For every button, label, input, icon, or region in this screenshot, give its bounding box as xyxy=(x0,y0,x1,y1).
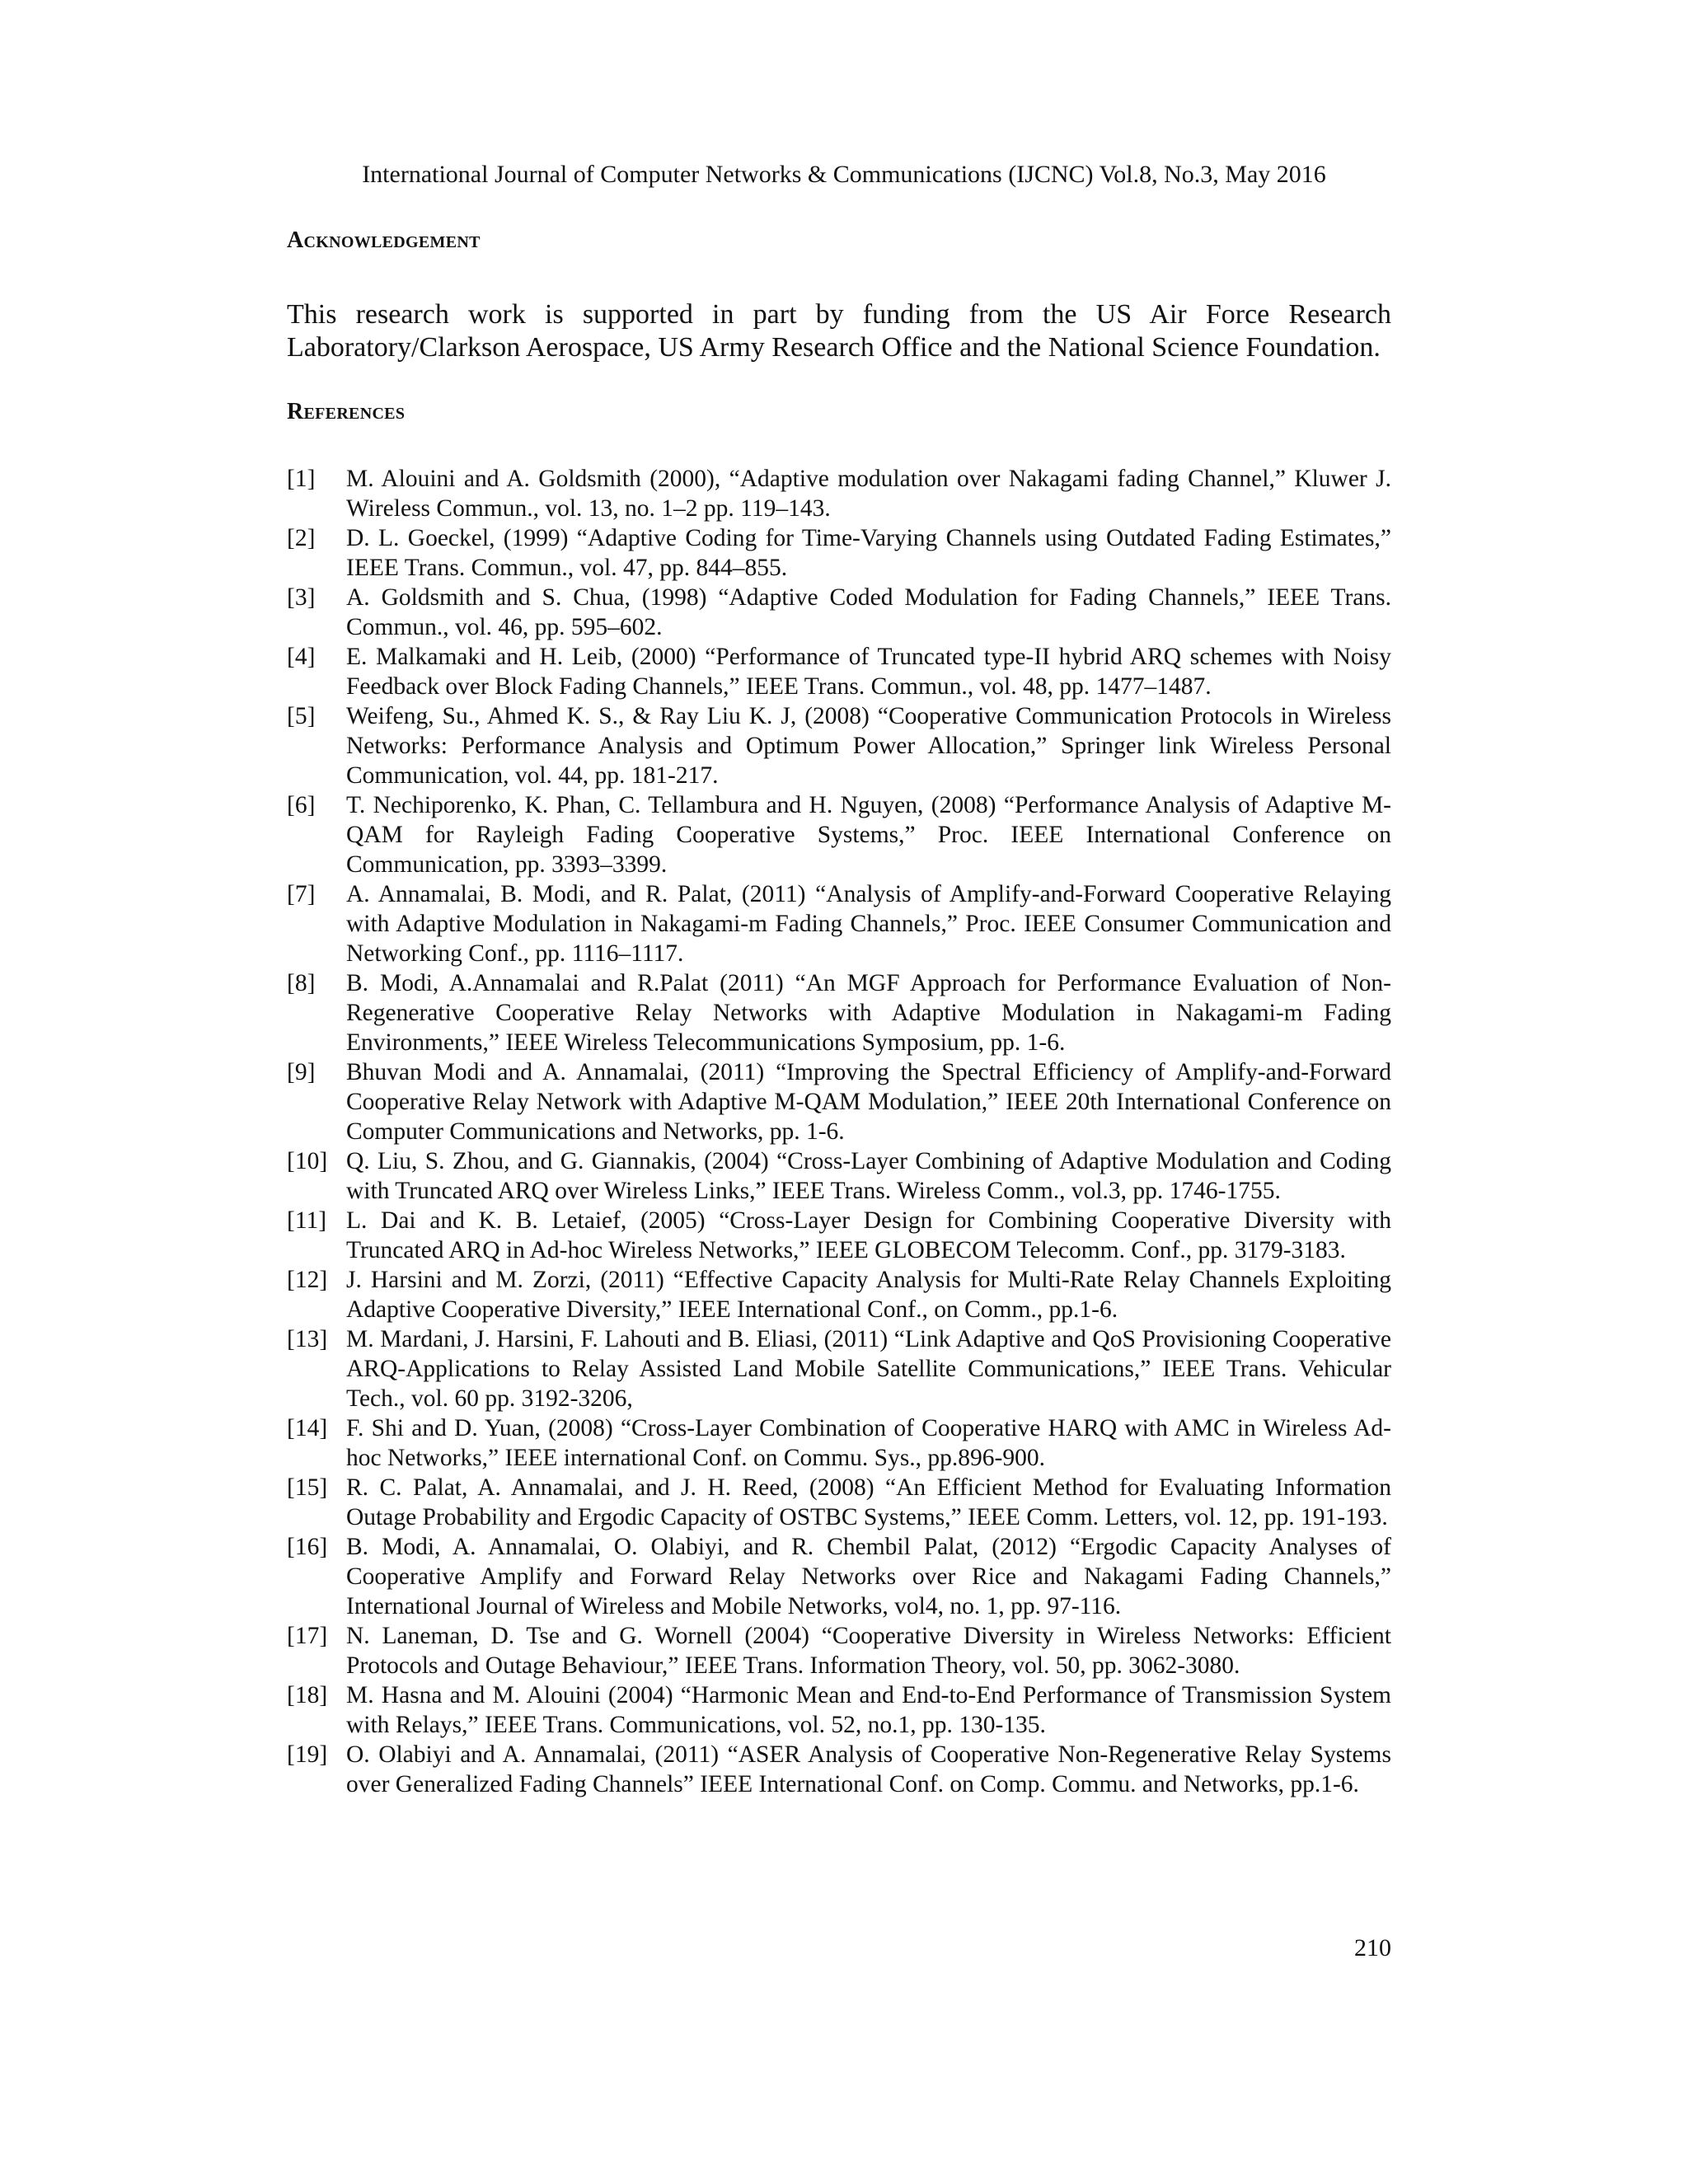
page-number: 210 xyxy=(1354,1934,1391,1961)
reference-text: O. Olabiyi and A. Annamalai, (2011) “ASER Analysis of Cooperative Non-Regenerative Relay Systems over Generalized Fading Channels” IEEE International Conf. on Comp. Commu. and Networks, pp.1-6. xyxy=(346,1741,1391,1797)
reference-text: M. Alouini and A. Goldsmith (2000), “Adaptive modulation over Nakagami fading Channel,” Kluwer J. Wireless Commun., vol. 13, no. 1–2 pp. 119–143. xyxy=(346,466,1391,522)
reference-number: [5] xyxy=(287,703,316,729)
reference-number: [10] xyxy=(287,1148,328,1174)
reference-text: B. Modi, A.Annamalai and R.Palat (2011) “An MGF Approach for Performance Evaluation of Non-Regenerative Cooperative Relay Networks with Adaptive Modulation in Nakagami-m Fading Environments,” IEEE Wireless Telecommunications Symposium, pp. 1-6. xyxy=(346,970,1391,1056)
reference-text: J. Harsini and M. Zorzi, (2011) “Effective Capacity Analysis for Multi-Rate Relay Channels Exploiting Adaptive Cooperative Diversity,” IEEE International Conf., on Comm., pp.1-6. xyxy=(346,1267,1391,1323)
reference-item xyxy=(287,790,1391,879)
reference-number: [19] xyxy=(287,1741,328,1768)
reference-text: Weifeng, Su., Ahmed K. S., & Ray Liu K. J, (2008) “Cooperative Communication Protocols in Wireless Networks: Performance Analysis and Optimum Power Allocation,” Springer link Wireless Personal Communication, vol. 44, pp. 181-217. xyxy=(346,703,1391,789)
reference-number: [11] xyxy=(287,1207,327,1234)
reference-text: R. C. Palat, A. Annamalai, and J. H. Reed, (2008) “An Efficient Method for Evaluating Information Outage Probability and Ergodic Capacity of OSTBC Systems,” IEEE Comm. Letters, vol. 12, pp. 191-193. xyxy=(346,1474,1391,1530)
reference-number: [3] xyxy=(287,584,316,611)
reference-text: F. Shi and D. Yuan, (2008) “Cross-Layer Combination of Cooperative HARQ with AMC in Wireless Ad-hoc Networks,” IEEE international Conf. on Commu. Sys., pp.896-900. xyxy=(346,1415,1391,1471)
reference-text: B. Modi, A. Annamalai, O. Olabiyi, and R. Chembil Palat, (2012) “Ergodic Capacity Analyses of Cooperative Amplify and Forward Relay Networks over Rice and Nakagami Fading Channels,” International Journal of Wireless and Mobile Networks, vol4, no. 1, pp. 97-116. xyxy=(346,1534,1391,1619)
reference-text: E. Malkamaki and H. Leib, (2000) “Performance of Truncated type-II hybrid ARQ schemes with Noisy Feedback over Block Fading Channels,” IEEE Trans. Commun., vol. 48, pp. 1477–1487. xyxy=(346,644,1391,700)
reference-number: [17] xyxy=(287,1623,328,1649)
reference-item xyxy=(287,523,1391,583)
reference-number: [14] xyxy=(287,1415,328,1441)
reference-number: [13] xyxy=(287,1326,328,1352)
acknowledgement-body: This research work is supported in part by funding from the US Air Force Research Laboratory/Clarkson Aerospace, US Army Research Office and the National Science Foundation. xyxy=(287,299,1391,363)
reference-number: [6] xyxy=(287,792,316,818)
references-heading: References xyxy=(287,399,406,424)
reference-item xyxy=(287,1413,1391,1473)
reference-number: [1] xyxy=(287,466,316,492)
reference-item xyxy=(287,1680,1391,1740)
reference-text: D. L. Goeckel, (1999) “Adaptive Coding for Time-Varying Channels using Outdated Fading Estimates,” IEEE Trans. Commun., vol. 47, pp. 844–855. xyxy=(346,525,1391,581)
reference-number: [8] xyxy=(287,970,316,996)
reference-text: N. Laneman, D. Tse and G. Wornell (2004) “Cooperative Diversity in Wireless Networks: Efficient Protocols and Outage Behaviour,” IEEE Trans. Information Theory, vol. 50, pp. 3062-3080. xyxy=(346,1623,1391,1679)
reference-number: [16] xyxy=(287,1534,328,1560)
reference-item xyxy=(287,701,1391,790)
reference-item xyxy=(287,1532,1391,1621)
reference-item xyxy=(287,1740,1391,1799)
reference-number: [2] xyxy=(287,525,316,551)
reference-text: M. Mardani, J. Harsini, F. Lahouti and B. Eliasi, (2011) “Link Adaptive and QoS Provisioning Cooperative ARQ-Applications to Relay Assisted Land Mobile Satellite Communications,” IEEE Trans. Vehicular Tech., vol. 60 pp. 3192-3206, xyxy=(346,1326,1391,1412)
reference-text: Q. Liu, S. Zhou, and G. Giannakis, (2004) “Cross-Layer Combining of Adaptive Modulation and Coding with Truncated ARQ over Wireless Links,” IEEE Trans. Wireless Comm., vol.3, pp. 1746-1755. xyxy=(346,1148,1391,1204)
reference-item xyxy=(287,1324,1391,1413)
reference-text: L. Dai and K. B. Letaief, (2005) “Cross-Layer Design for Combining Cooperative Diversity with Truncated ARQ in Ad-hoc Wireless Networks,” IEEE GLOBECOM Telecomm. Conf., pp. 3179-3183. xyxy=(346,1207,1391,1263)
running-header: International Journal of Computer Networks & Communications (IJCNC) Vol.8, No.3, May 2016 xyxy=(362,161,1326,188)
reference-item xyxy=(287,1621,1391,1680)
reference-item xyxy=(287,1473,1391,1532)
reference-number: [18] xyxy=(287,1682,328,1708)
reference-number: [4] xyxy=(287,644,316,670)
reference-item xyxy=(287,464,1391,523)
reference-number: [7] xyxy=(287,881,316,907)
reference-item xyxy=(287,968,1391,1057)
reference-item xyxy=(287,1206,1391,1265)
reference-list xyxy=(287,464,1391,1799)
reference-text: M. Hasna and M. Alouini (2004) “Harmonic Mean and End-to-End Performance of Transmission System with Relays,” IEEE Trans. Communications, vol. 52, no.1, pp. 130-135. xyxy=(346,1682,1391,1738)
reference-text: Bhuvan Modi and A. Annamalai, (2011) “Improving the Spectral Efficiency of Amplify-and-Forward Cooperative Relay Network with Adaptive M-QAM Modulation,” IEEE 20th International Conference on Computer Communications and Networks, pp. 1-6. xyxy=(346,1059,1391,1145)
reference-text: A. Goldsmith and S. Chua, (1998) “Adaptive Coded Modulation for Fading Channels,” IEEE Trans. Commun., vol. 46, pp. 595–602. xyxy=(346,584,1391,640)
reference-item xyxy=(287,879,1391,968)
reference-item xyxy=(287,583,1391,642)
reference-text: T. Nechiporenko, K. Phan, C. Tellambura and H. Nguyen, (2008) “Performance Analysis of Adaptive M-QAM for Rayleigh Fading Cooperative Systems,” Proc. IEEE International Conference on Communication, pp. 3393–3399. xyxy=(346,792,1391,878)
reference-item xyxy=(287,1057,1391,1146)
acknowledgement-heading: Acknowledgement xyxy=(287,227,481,253)
reference-item xyxy=(287,1265,1391,1324)
reference-item xyxy=(287,1146,1391,1206)
reference-item xyxy=(287,642,1391,701)
reference-number: [9] xyxy=(287,1059,316,1085)
reference-number: [15] xyxy=(287,1474,328,1501)
reference-text: A. Annamalai, B. Modi, and R. Palat, (2011) “Analysis of Amplify-and-Forward Cooperative Relaying with Adaptive Modulation in Nakagami-m Fading Channels,” Proc. IEEE Consumer Communication and Networking Conf., pp. 1116–1117. xyxy=(346,881,1391,967)
reference-number: [12] xyxy=(287,1267,328,1293)
